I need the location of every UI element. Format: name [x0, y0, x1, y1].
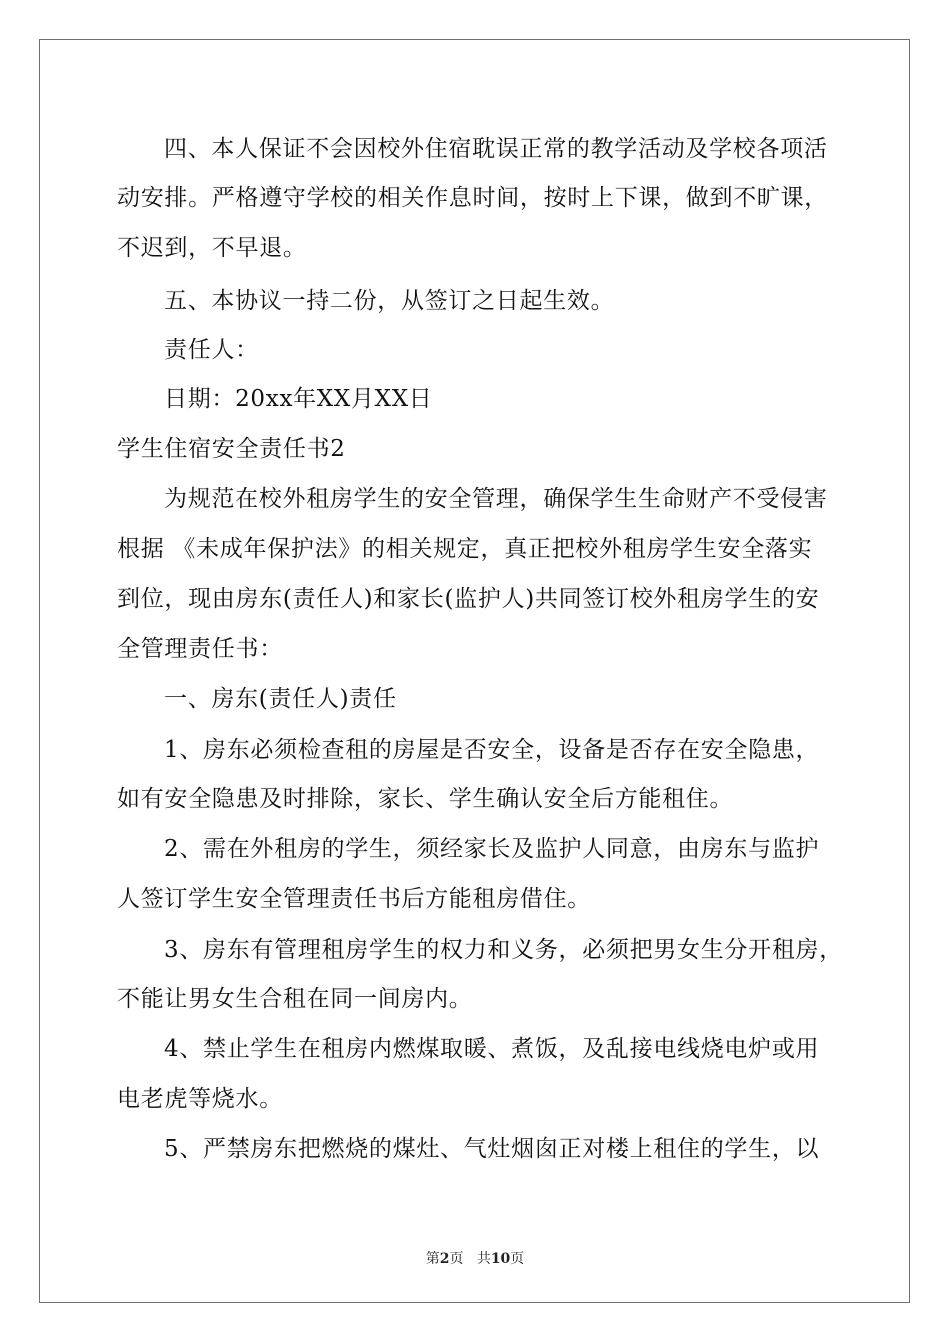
subsection-title: 一、房东(责任人)责任 — [164, 686, 397, 712]
paragraph-line: 全管理责任书： — [117, 636, 283, 662]
section-title: 学生住宿安全责任书2 — [117, 436, 346, 462]
paragraph-line: 动安排。严格遵守学校的相关作息时间，按时上下课，做到不旷课， — [117, 185, 828, 211]
paragraph-line: 五、本协议一持二份，从签订之日起生效。 — [164, 288, 615, 314]
paragraph-line: 不迟到，不早退。 — [117, 235, 307, 261]
page-number: 2 — [439, 1251, 450, 1267]
paragraph-line: 人签订学生安全管理责任书后方能租房借住。 — [117, 886, 591, 912]
paragraph-line: 不能让男女生合租在同一间房内。 — [117, 986, 473, 1012]
total-suffix: 页 — [510, 1251, 525, 1267]
paragraph-line: 到位，现由房东(责任人)和家长(监护人)共同签订校外租房学生的安 — [117, 586, 820, 612]
page-suffix: 页 — [449, 1251, 464, 1267]
page-footer — [0, 1250, 950, 1268]
paragraph-line: 四、本人保证不会因校外住宿耽误正常的教学活动及学校各项活 — [164, 136, 828, 162]
paragraph-line: 根据 《未成年保护法》的相关规定，真正把校外租房学生安全落实 — [117, 536, 813, 562]
total-prefix: 共 — [476, 1251, 491, 1267]
paragraph-line: 5、严禁房东把燃烧的煤灶、气灶烟囱正对楼上租住的学生，以 — [164, 1136, 820, 1162]
date-line: 日期：20xx年XX月XX日 — [164, 386, 433, 412]
paragraph-line: 2、需在外租房的学生，须经家长及监护人同意，由房东与监护 — [164, 836, 820, 862]
signer-label: 责任人： — [164, 337, 259, 363]
paragraph-line: 1、房东必须检查租的房屋是否安全，设备是否存在安全隐患， — [164, 737, 820, 763]
total-pages: 10 — [490, 1251, 511, 1267]
paragraph-line: 4、禁止学生在租房内燃煤取暖、煮饭，及乱接电线烧电炉或用 — [164, 1036, 820, 1062]
page-prefix: 第 — [425, 1251, 440, 1267]
paragraph-line: 为规范在校外租房学生的安全管理，确保学生生命财产不受侵害 — [164, 486, 828, 512]
paragraph-line: 如有安全隐患及时排除，家长、学生确认安全后方能租住。 — [117, 786, 734, 812]
paragraph-line: 电老虎等烧水。 — [117, 1086, 283, 1112]
paragraph-line: 3、房东有管理租房学生的权力和义务，必须把男女生分开租房， — [164, 937, 843, 963]
